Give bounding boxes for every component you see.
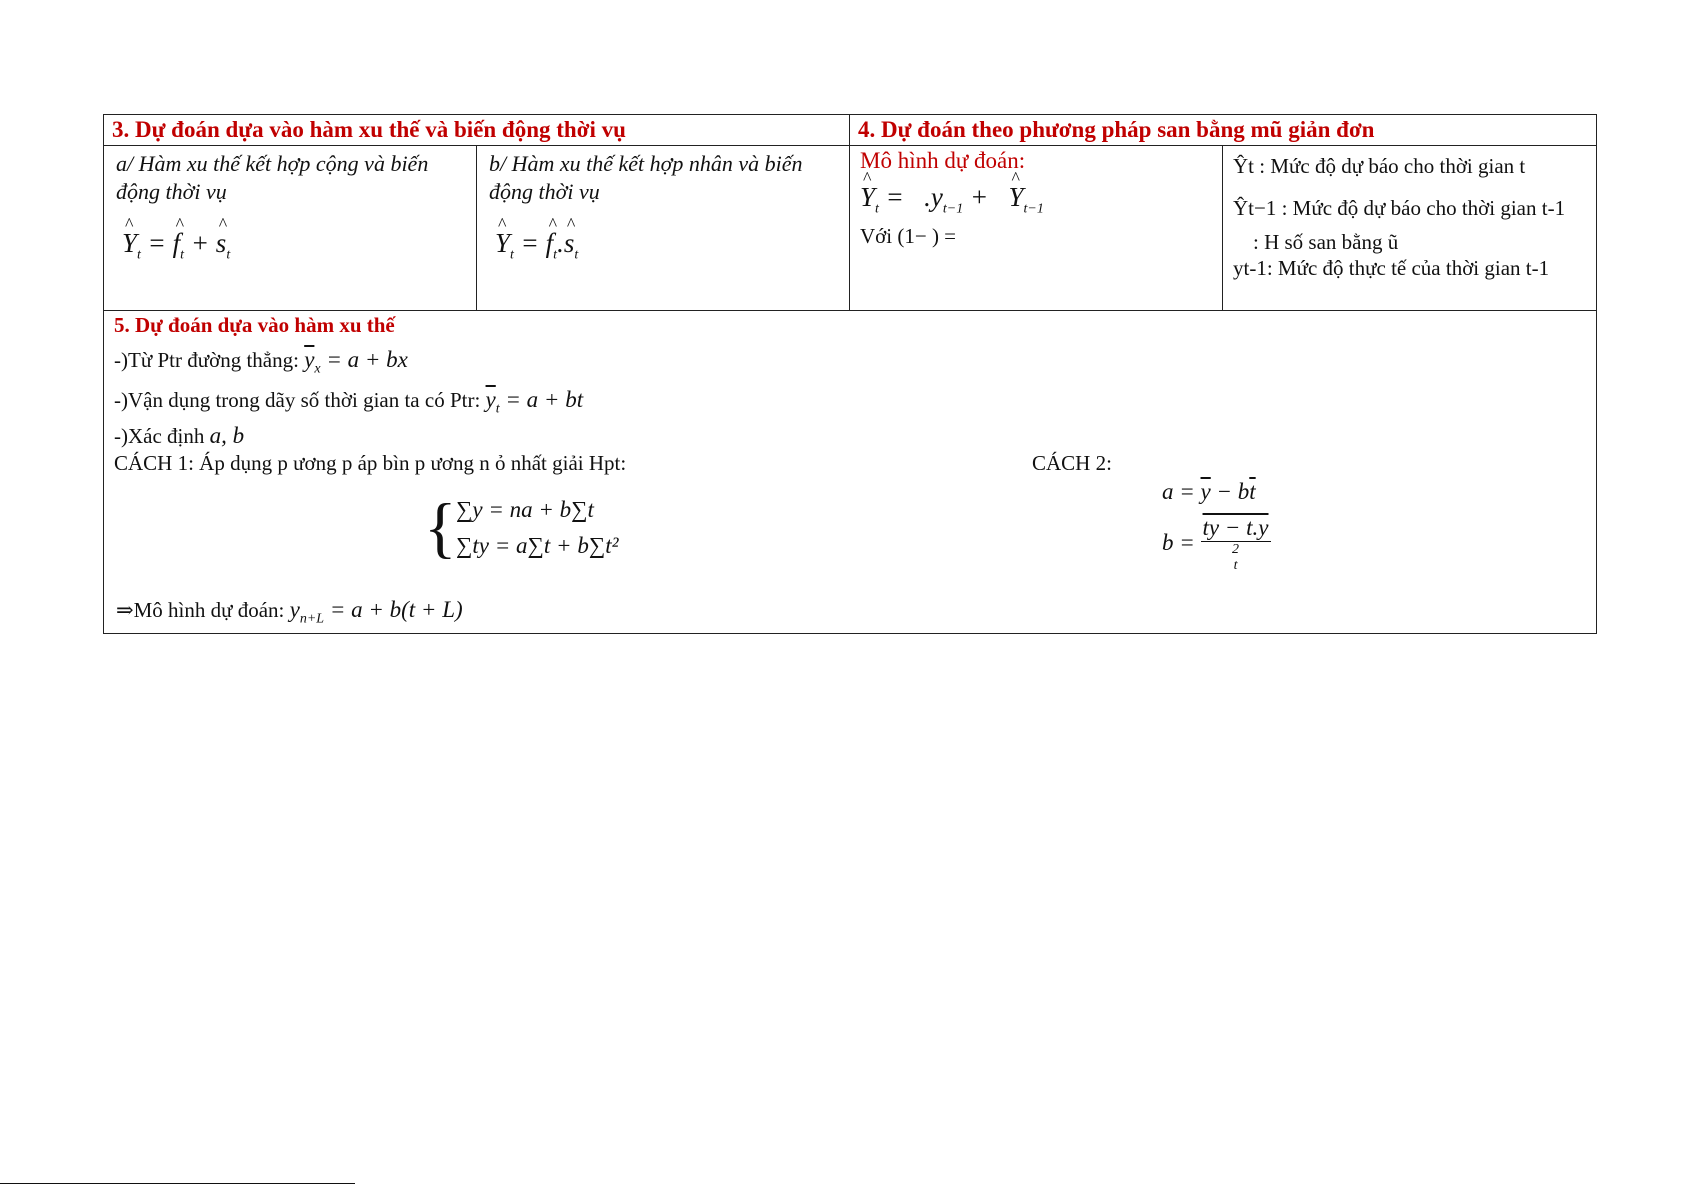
section-4-title: 4. Dự đoán theo phương pháp san bằng mũ giản đơn bbox=[850, 115, 1597, 146]
cell-model bbox=[850, 146, 1223, 311]
line-3-text: -)Xác định bbox=[114, 424, 205, 448]
line-3 bbox=[114, 423, 244, 449]
cell-additive bbox=[104, 146, 477, 311]
system-equation-2: ∑ty = a∑t + b∑t² bbox=[456, 533, 619, 558]
cach-2-eq-b bbox=[1162, 515, 1271, 574]
section-5 bbox=[104, 311, 1597, 634]
footnote-divider bbox=[0, 1183, 355, 1184]
result-line bbox=[116, 597, 463, 628]
formula-table bbox=[103, 114, 1597, 634]
line-2-text: -)Vận dụng trong dãy số thời gian ta có Ptr: bbox=[114, 388, 481, 412]
line-2-formula: $\overline{y}_t = a$ + bt bbox=[485, 387, 584, 417]
additive-title: a/ Hàm xu thế kết hợp cộng và biến động thời vụ bbox=[116, 151, 429, 204]
legend-line-4: yt-1: Mức độ thực tế của thời gian t-1 bbox=[1233, 256, 1550, 280]
cach-2-fraction bbox=[1201, 515, 1271, 574]
line-2 bbox=[114, 387, 583, 418]
result-text: ⇒Mô hình dự đoán: bbox=[116, 598, 285, 622]
line-1-text: -)Từ Ptr đường thẳng: bbox=[114, 348, 299, 372]
cach-2-numerator: ty − t.y bbox=[1202, 515, 1269, 540]
result-formula: $y_{n+L} = a + b(t + L)$ bbox=[289, 597, 463, 627]
multiplicative-formula: ^ $Y_t$ = ^ $f_t.\^{}$ $s_t$ bbox=[495, 228, 578, 263]
line-3-formula: a, b bbox=[209, 423, 245, 448]
system-brace: { bbox=[424, 489, 457, 565]
system-equation-1: ∑y = na + b∑t bbox=[456, 497, 594, 522]
with-line: Với (1− ) = bbox=[860, 224, 957, 248]
cach-2-denominator: 2 bbox=[1232, 542, 1240, 557]
legend-line-1: Ŷt : Mức độ dự báo cho thời gian t bbox=[1233, 154, 1526, 178]
line-1 bbox=[114, 347, 408, 378]
cach-2-b-prefix: b = bbox=[1162, 529, 1195, 555]
cell-multiplicative bbox=[477, 146, 850, 311]
legend-line-2: Ŷt−1 : Mức độ dự báo cho thời gian t-1 bbox=[1233, 196, 1566, 220]
cach-2-eq-a: $a = \overline{y} - b\overline{t}$ bbox=[1162, 479, 1256, 504]
legend-line-3: : H số san bằng ũ bbox=[1253, 230, 1399, 254]
multiplicative-title: b/ Hàm xu thế kết hợp nhân và biến động thời vụ bbox=[489, 151, 803, 204]
cach-2-denominator-sub: t bbox=[1233, 558, 1238, 573]
line-1-formula: $\overline{y}_x = a$ + bx bbox=[304, 347, 408, 377]
cell-legend bbox=[1223, 146, 1597, 311]
cach-2-label: CÁCH 2: bbox=[1032, 451, 1112, 475]
model-label: Mô hình dự đoán: bbox=[860, 148, 1026, 173]
section-3-title: 3. Dự đoán dựa vào hàm xu thế và biến động thời vụ bbox=[104, 115, 850, 146]
cach-1-label: CÁCH 1: Áp dụng p ương p áp bìn p ương n ỏ nhất giải Hpt: bbox=[114, 451, 627, 475]
section-5-title: 5. Dự đoán dựa vào hàm xu thế bbox=[114, 313, 395, 337]
model-formula: ^ $Y_t = .y_{t-1}$ + ^ $Y_{t-1}$ bbox=[860, 182, 1044, 217]
additive-formula: ^ $Y_t$ = ^ $f_t$ + ^ $s_t$ bbox=[122, 228, 230, 263]
